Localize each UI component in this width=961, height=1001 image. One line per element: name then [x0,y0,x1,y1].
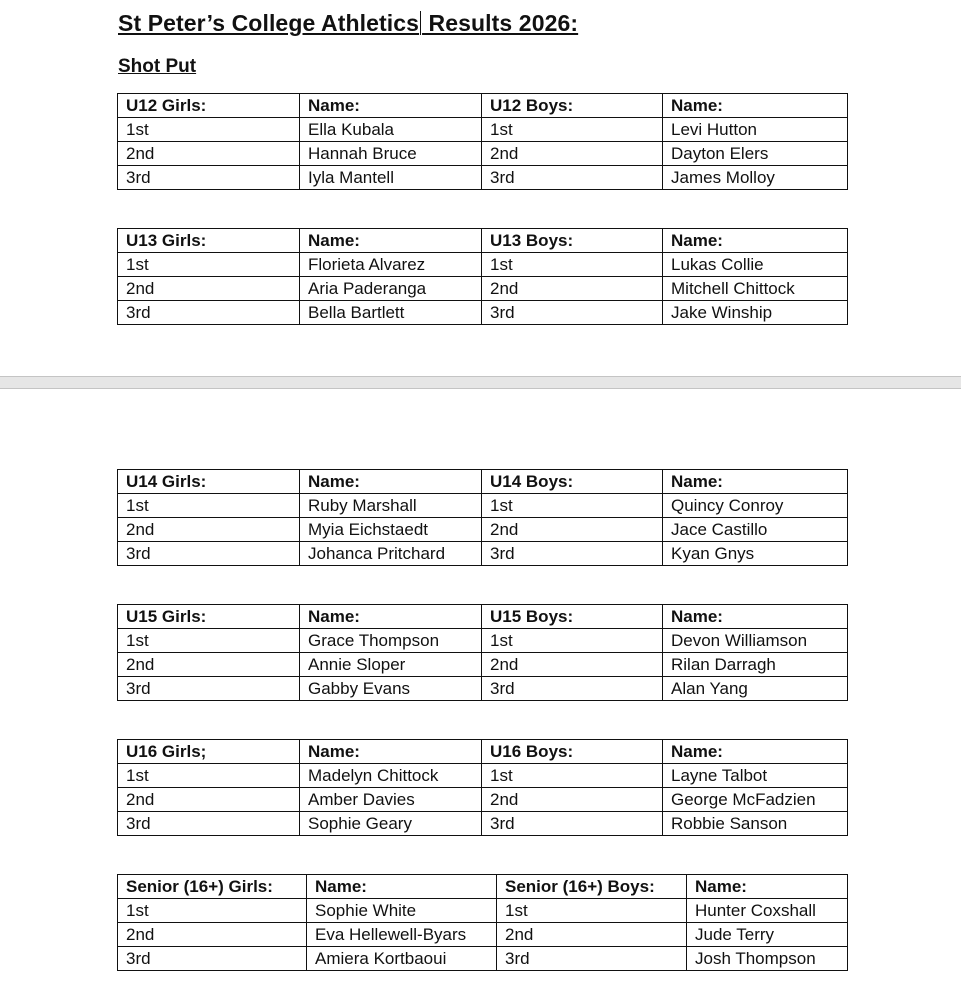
boys-place-cell: 3rd [482,166,663,190]
text-cursor [420,11,421,35]
boy-name-cell: Mitchell Chittock [663,277,848,301]
girls-place-cell: 1st [118,899,307,923]
table-header-row [118,229,848,253]
results-table-u12 [117,93,848,190]
girl-name-cell: Myia Eichstaedt [300,518,482,542]
girls-place-cell: 3rd [118,542,300,566]
girls-category-header: U12 Girls: [118,94,300,118]
results-table-u15 [117,604,848,701]
table-row [118,542,848,566]
table-row [118,494,848,518]
table-row [118,812,848,836]
boys-place-cell: 3rd [482,301,663,325]
table-row [118,629,848,653]
name-header: Name: [300,470,482,494]
boys-place-cell: 1st [482,629,663,653]
table-row [118,253,848,277]
section-heading-shot-put: Shot Put [118,56,197,77]
boys-place-cell: 2nd [497,923,687,947]
boys-place-cell: 2nd [482,653,663,677]
document-title [118,10,578,37]
name-header: Name: [663,470,848,494]
name-header: Name: [300,229,482,253]
boy-name-cell: Quincy Conroy [663,494,848,518]
girls-place-cell: 1st [118,118,300,142]
table-row [118,788,848,812]
name-header: Name: [663,740,848,764]
table-row [118,923,848,947]
table-row [118,277,848,301]
boys-category-header: U16 Boys: [482,740,663,764]
name-header: Name: [307,875,497,899]
name-header: Name: [663,229,848,253]
boy-name-cell: Rilan Darragh [663,653,848,677]
title-text: St Peter’s College Athletics [118,10,420,36]
girls-category-header: U14 Girls: [118,470,300,494]
boys-place-cell: 1st [482,118,663,142]
girls-place-cell: 2nd [118,923,307,947]
name-header: Name: [300,94,482,118]
girl-name-cell: Grace Thompson [300,629,482,653]
girl-name-cell: Bella Bartlett [300,301,482,325]
boys-place-cell: 3rd [497,947,687,971]
name-header: Name: [687,875,848,899]
girl-name-cell: Sophie Geary [300,812,482,836]
boys-place-cell: 1st [497,899,687,923]
boys-place-cell: 3rd [482,542,663,566]
girls-place-cell: 3rd [118,301,300,325]
girls-place-cell: 1st [118,494,300,518]
boys-category-header: U14 Boys: [482,470,663,494]
girl-name-cell: Iyla Mantell [300,166,482,190]
table-row [118,947,848,971]
boys-place-cell: 2nd [482,142,663,166]
table-row [118,677,848,701]
boy-name-cell: Robbie Sanson [663,812,848,836]
boys-category-header: U12 Boys: [482,94,663,118]
girls-place-cell: 1st [118,764,300,788]
boys-place-cell: 2nd [482,788,663,812]
boys-category-header: U13 Boys: [482,229,663,253]
name-header: Name: [300,740,482,764]
results-table-u13 [117,228,848,325]
results-table-senior [117,874,848,971]
girl-name-cell: Johanca Pritchard [300,542,482,566]
results-table-u16 [117,739,848,836]
table-header-row [118,740,848,764]
boy-name-cell: Josh Thompson [687,947,848,971]
girls-place-cell: 2nd [118,653,300,677]
table-row [118,301,848,325]
girls-category-header: U15 Girls: [118,605,300,629]
name-header: Name: [663,605,848,629]
boys-place-cell: 3rd [482,677,663,701]
girls-place-cell: 2nd [118,142,300,166]
girls-place-cell: 2nd [118,788,300,812]
name-header: Name: [300,605,482,629]
title-text-end: Results 2026: [422,10,579,36]
table-header-row [118,94,848,118]
girls-place-cell: 3rd [118,677,300,701]
boy-name-cell: Hunter Coxshall [687,899,848,923]
boys-place-cell: 2nd [482,518,663,542]
boy-name-cell: George McFadzien [663,788,848,812]
girl-name-cell: Annie Sloper [300,653,482,677]
boy-name-cell: Kyan Gnys [663,542,848,566]
table-header-row [118,605,848,629]
results-table-u14 [117,469,848,566]
girls-category-header: Senior (16+) Girls: [118,875,307,899]
table-row [118,142,848,166]
boy-name-cell: Lukas Collie [663,253,848,277]
boys-place-cell: 1st [482,494,663,518]
girls-place-cell: 3rd [118,812,300,836]
boy-name-cell: Jude Terry [687,923,848,947]
girl-name-cell: Ruby Marshall [300,494,482,518]
table-header-row [118,470,848,494]
boy-name-cell: Jake Winship [663,301,848,325]
table-row [118,899,848,923]
boys-category-header: U15 Boys: [482,605,663,629]
table-row [118,518,848,542]
boy-name-cell: Devon Williamson [663,629,848,653]
girl-name-cell: Sophie White [307,899,497,923]
girls-place-cell: 1st [118,629,300,653]
table-row [118,118,848,142]
girl-name-cell: Florieta Alvarez [300,253,482,277]
girls-place-cell: 2nd [118,518,300,542]
boy-name-cell: Alan Yang [663,677,848,701]
table-header-row [118,875,848,899]
girl-name-cell: Aria Paderanga [300,277,482,301]
boy-name-cell: Levi Hutton [663,118,848,142]
girl-name-cell: Gabby Evans [300,677,482,701]
girls-category-header: U16 Girls; [118,740,300,764]
boy-name-cell: Jace Castillo [663,518,848,542]
girl-name-cell: Ella Kubala [300,118,482,142]
girls-place-cell: 1st [118,253,300,277]
girls-place-cell: 2nd [118,277,300,301]
name-header: Name: [663,94,848,118]
girl-name-cell: Eva Hellewell-Byars [307,923,497,947]
boys-place-cell: 2nd [482,277,663,301]
boy-name-cell: James Molloy [663,166,848,190]
girls-category-header: U13 Girls: [118,229,300,253]
girl-name-cell: Madelyn Chittock [300,764,482,788]
boy-name-cell: Dayton Elers [663,142,848,166]
girl-name-cell: Amiera Kortbaoui [307,947,497,971]
girls-place-cell: 3rd [118,166,300,190]
girl-name-cell: Hannah Bruce [300,142,482,166]
girls-place-cell: 3rd [118,947,307,971]
document-page-2 [0,388,961,1001]
boys-category-header: Senior (16+) Boys: [497,875,687,899]
boys-place-cell: 1st [482,253,663,277]
table-row [118,764,848,788]
boy-name-cell: Layne Talbot [663,764,848,788]
table-row [118,166,848,190]
boys-place-cell: 1st [482,764,663,788]
table-row [118,653,848,677]
girl-name-cell: Amber Davies [300,788,482,812]
document-page-1 [0,0,961,377]
boys-place-cell: 3rd [482,812,663,836]
